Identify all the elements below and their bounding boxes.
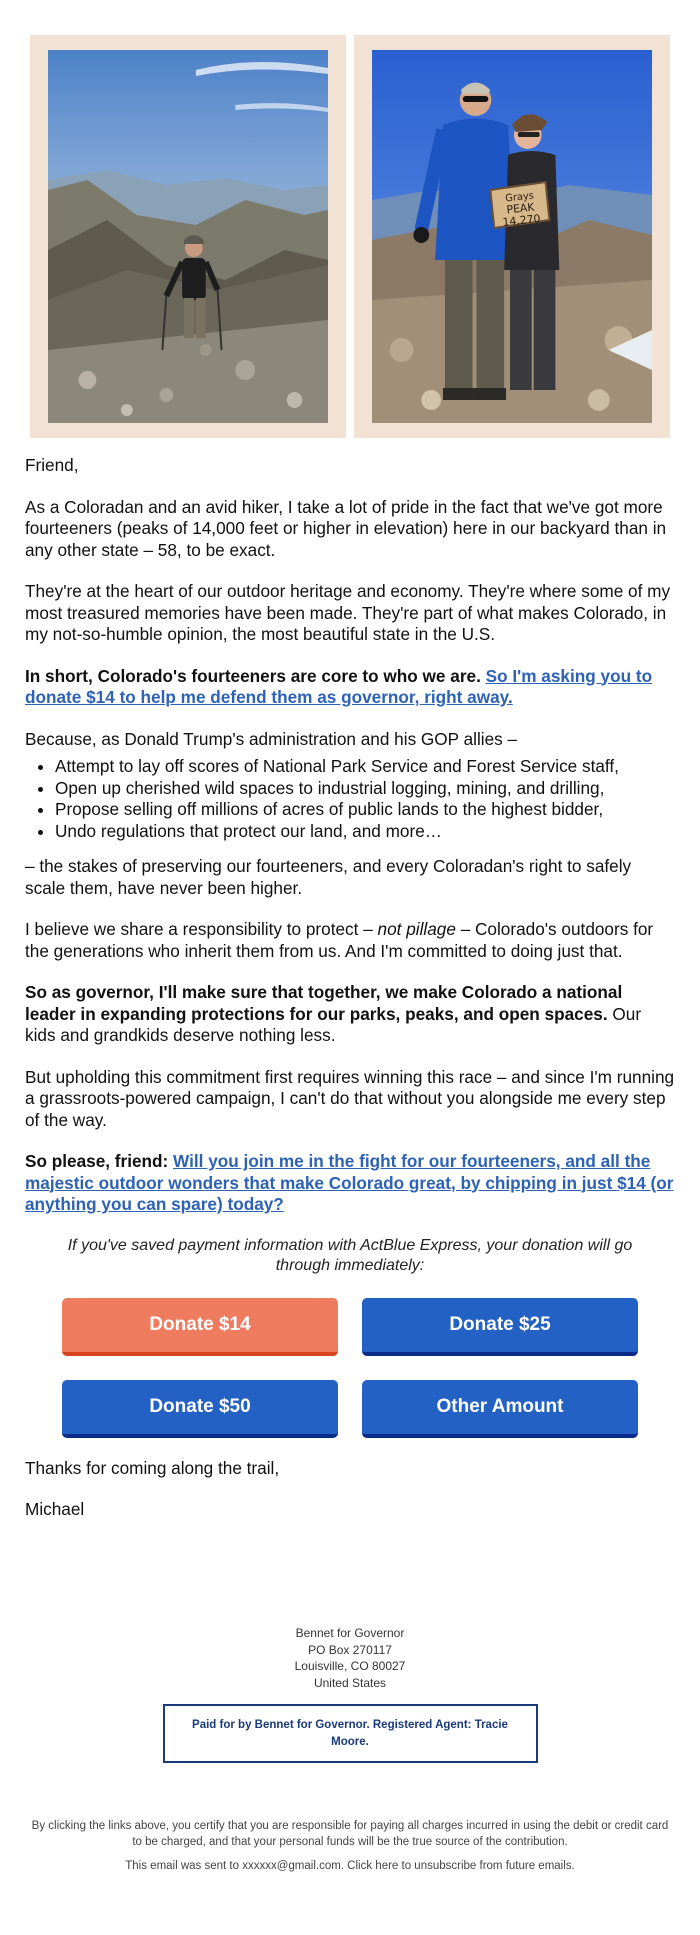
- donate-50-button[interactable]: Donate $50: [62, 1380, 338, 1438]
- paragraph-2: They're at the heart of our outdoor heritage and economy. They're where some of my most treasured memories have been made. They're part of what makes Colorado, in my not-so-humble opinion, the most beautiful state in the U.S.: [25, 581, 671, 644]
- signature: Michael: [25, 1499, 85, 1519]
- couple-on-summit-photo: [372, 50, 652, 423]
- paragraph-3: [25, 666, 675, 709]
- donation-buttons: [62, 1298, 675, 1438]
- other-amount-button[interactable]: Other Amount: [362, 1380, 638, 1438]
- paragraph-7: [25, 982, 675, 1047]
- paragraph-6: [25, 919, 675, 962]
- org-name: Bennet for Governor: [295, 1626, 405, 1640]
- sent-to-line: [30, 1858, 670, 1874]
- sent-to-prefix: This email was sent to: [125, 1860, 240, 1872]
- summit-sign-line2: PEAK: [505, 200, 536, 217]
- list-item: • Attempt to lay off scores of National Park Service and Forest Service staff,: [55, 756, 675, 778]
- greeting: Friend,: [25, 455, 79, 475]
- paragraph-3-bold: In short, Colorado's fourteeners are core to who we are.: [25, 665, 481, 686]
- photo-row: [30, 35, 670, 438]
- footer-address: [0, 1625, 700, 1763]
- paragraph-7-bold: So as governor, I'll make sure that together, we make Colorado a national leader in expanding protections for our parks, peaks, and open spaces.: [25, 982, 623, 1024]
- paragraph-6-start: I believe we share a responsibility to protect –: [25, 919, 373, 939]
- unsubscribe-link[interactable]: . Click here to unsubscribe from future emails.: [340, 1860, 575, 1872]
- list-item: • Open up cherished wild spaces to industrial logging, mining, and drilling,: [55, 778, 675, 800]
- paragraph-6-end: – Colorado's outdoors for the generations who inherit them from us. And I'm committed to doing just that.: [25, 919, 654, 961]
- letter-content: [25, 455, 675, 1541]
- donate-14-link[interactable]: So I'm asking you to donate $14 to help me defend them as governor, right away.: [25, 665, 653, 707]
- photo-frame-left: [30, 35, 346, 438]
- summit-sign-line3: 14,270: [501, 211, 542, 230]
- paragraph-9-bold: So please, friend:: [25, 1151, 169, 1171]
- paragraph-6-emphasis: not pillage: [377, 919, 456, 939]
- actblue-express-note: If you've saved payment information with ActBlue Express, your donation will go through immediately:: [67, 1236, 633, 1274]
- address-line-1: PO Box 270117: [308, 1642, 392, 1657]
- signoff: Thanks for coming along the trail,: [25, 1457, 280, 1478]
- paragraph-9: [25, 1151, 675, 1216]
- address-country: United States: [313, 1675, 387, 1690]
- paid-for-disclaimer: Paid for by Bennet for Governor. Registered Agent: Tracie Moore.: [163, 1704, 538, 1763]
- join-fight-link[interactable]: Will you join me in the fight for our fourteeners, and all the majestic outdoor wonders that make Colorado great, by chipping in just $14 (or anything you can spare) today?: [25, 1151, 674, 1214]
- photo-frame-right: [354, 35, 670, 438]
- bullet-list: [25, 756, 675, 842]
- paragraph-1: As a Coloradan and an avid hiker, I take a lot of pride in the fact that we've got more fourteeners (peaks of 14,000 feet or higher in elevation) here in our backyard than in any other state – 58, to be exact.: [25, 496, 667, 560]
- legal-footer: [30, 1818, 670, 1882]
- paragraph-7-rest: Our kids and grandkids deserve nothing less.: [25, 1003, 642, 1045]
- donate-25-button[interactable]: Donate $25: [362, 1298, 638, 1356]
- donate-14-button[interactable]: Donate $14: [62, 1298, 338, 1356]
- list-item: • Propose selling off millions of acres of public lands to the highest bidder,: [55, 799, 675, 821]
- legal-certification: By clicking the links above, you certify that you are responsible for paying all charges incurred in using the debit or credit card to be charged, and that your personal funds will be the true source of the contribution.: [31, 1820, 669, 1848]
- paragraph-5: – the stakes of preserving our fourteeners, and every Coloradan's right to safely scale them, have never been higher.: [25, 856, 632, 898]
- recipient-email: xxxxxx@gmail.com: [242, 1860, 341, 1872]
- paragraph-8: But upholding this commitment first requires winning this race – and since I'm running a grassroots-powered campaign, I can't do that without you alongside me every step of the way.: [25, 1066, 675, 1130]
- address-line-2: Louisville, CO 80027: [294, 1659, 406, 1673]
- hiker-on-ridge-photo: [48, 50, 328, 423]
- summit-sign-line1: Grays: [504, 190, 535, 205]
- list-item: • Undo regulations that protect our land, and more…: [55, 821, 675, 843]
- paragraph-4: Because, as Donald Trump's administration and his GOP allies –: [25, 728, 518, 749]
